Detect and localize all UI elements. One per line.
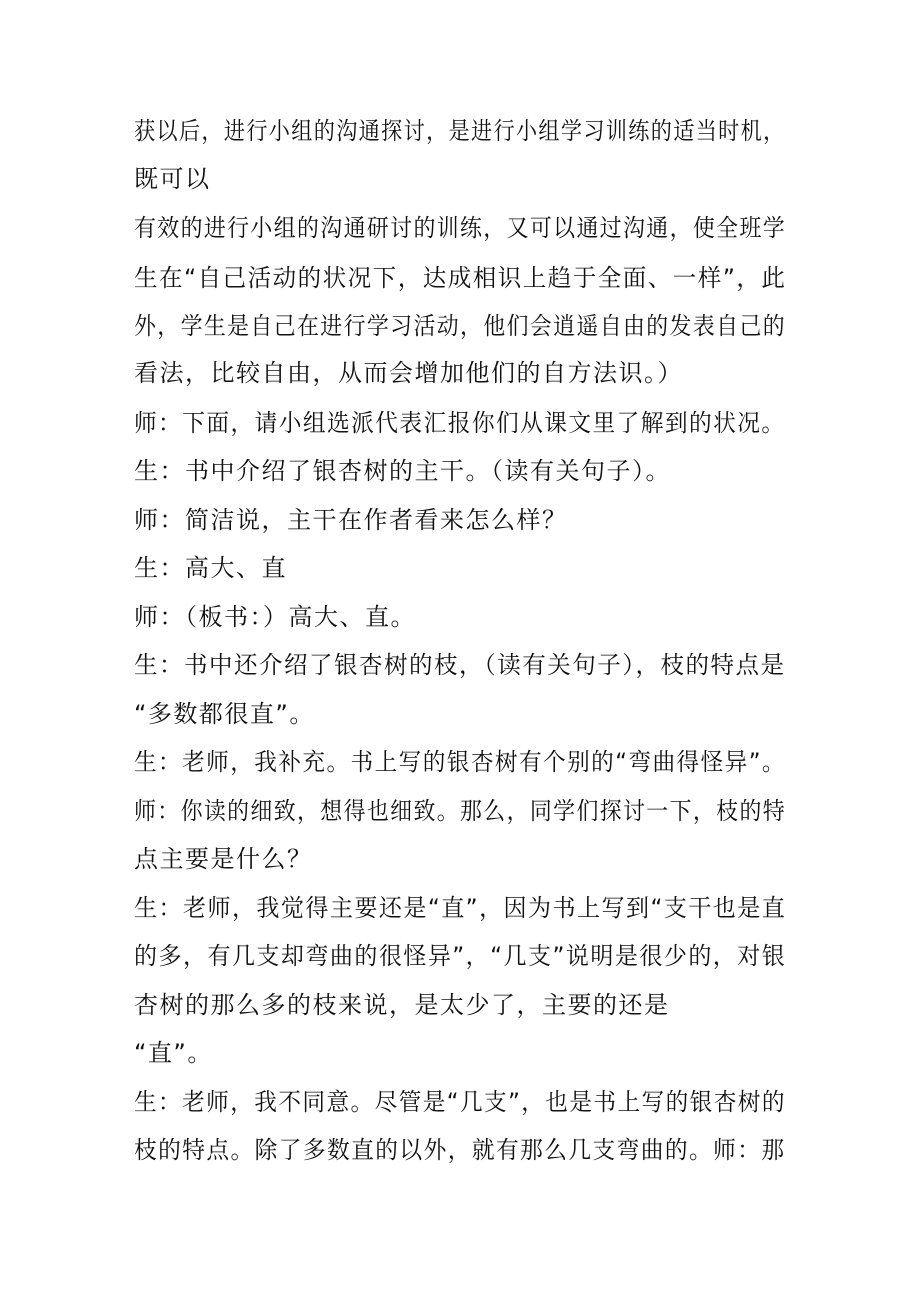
text-line: 杏树的那么多的枝来说，是太少了，主要的还是 xyxy=(134,991,670,1019)
text-line: 生在“自己活动的状况下，达成相识上趋于全面、一样”，此 xyxy=(134,264,787,292)
text-line: 生：老师，我补充。书上写的银杏树有个别的“弯曲得怪异”。 xyxy=(134,748,786,776)
text-line: 枝的特点。除了多数直的以外，就有那么几支弯曲的。师：那 xyxy=(134,1136,786,1164)
text-line: 有效的进行小组的沟通研讨的训练，又可以通过沟通，使全班学 xyxy=(134,214,787,242)
text-line: 生：老师，我觉得主要还是“直”，因为书上写到“支干也是直 xyxy=(134,894,787,922)
text-line: “直”。 xyxy=(134,1039,213,1067)
text-line: 获以后，进行小组的沟通探讨，是进行小组学习训练的适当时机， xyxy=(134,117,786,145)
text-line: 师：你读的细致，想得也细致。那么，同学们探讨一下，枝的特 xyxy=(134,797,787,825)
text-line: 点主要是什么？ xyxy=(134,845,313,873)
text-line: 生：老师，我不同意。尽管是“几支”，也是书上写的银杏树的 xyxy=(134,1088,786,1116)
text-line: 既可以 xyxy=(134,165,211,193)
text-line: 生：书中还介绍了银杏树的枝，（读有关句子），枝的特点是 xyxy=(134,651,786,679)
text-line: 师：下面，请小组选派代表汇报你们从课文里了解到的状况。 xyxy=(134,409,786,437)
text-line: 生：高大、直 xyxy=(134,554,287,582)
text-line: 师：简洁说，主干在作者看来怎么样？ xyxy=(134,506,568,534)
text-line: 生：书中介绍了银杏树的主干。（读有关句子）。 xyxy=(134,457,671,485)
text-line: 师：（板书：）高大、直。 xyxy=(134,603,416,631)
text-line: “多数都很直”。 xyxy=(134,700,315,728)
text-line: 的多，有几支却弯曲的很怪异”，“几支”说明是很少的，对银 xyxy=(134,942,787,970)
text-line: 外，学生是自己在进行学习活动，他们会逍遥自由的发表自己的 xyxy=(134,312,787,340)
text-line: 看法，比较自由，从而会增加他们的自方法识。） xyxy=(134,359,683,387)
